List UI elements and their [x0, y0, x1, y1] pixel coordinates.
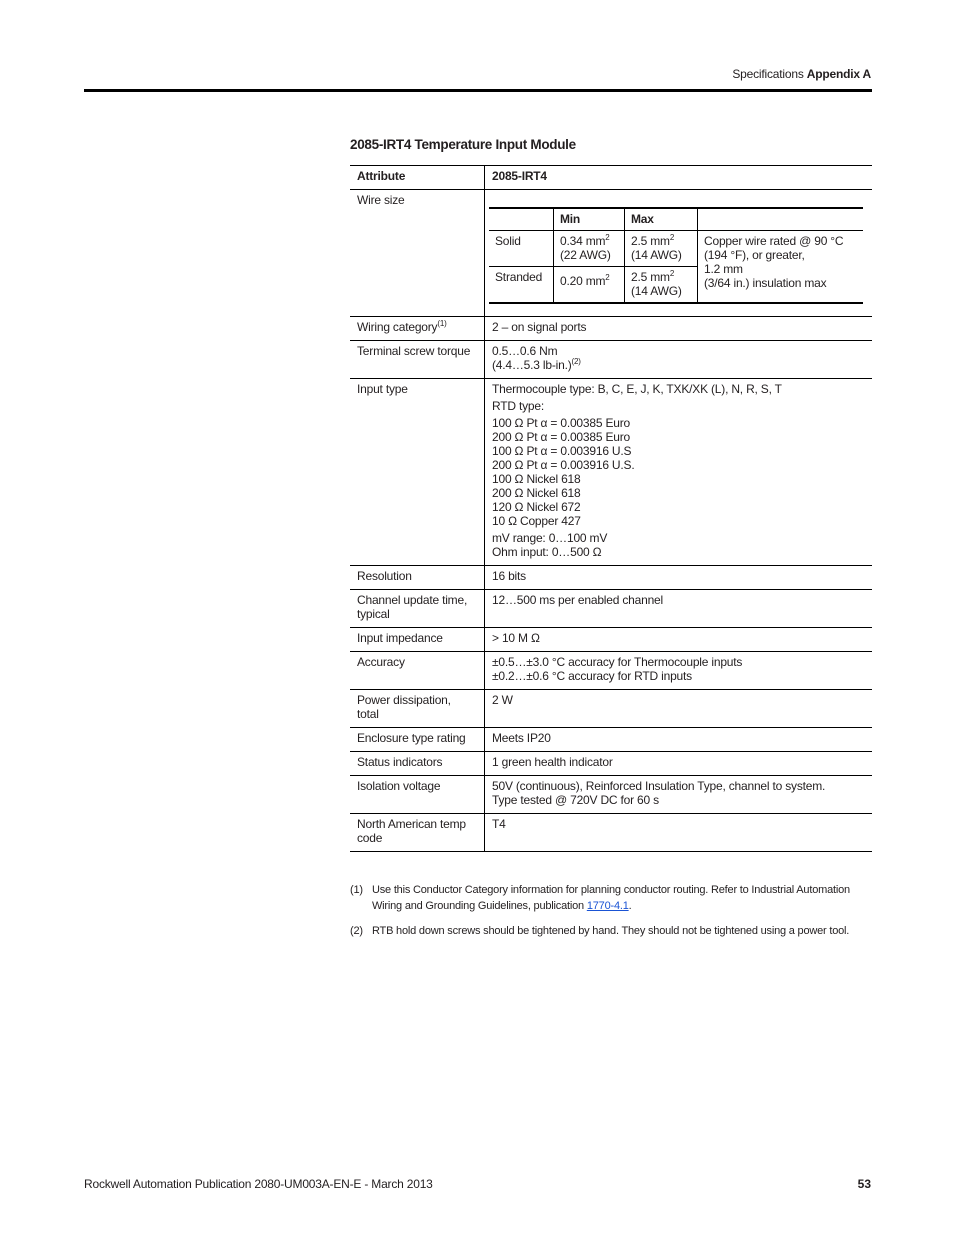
header-section: Specifications [732, 67, 804, 81]
table-header-row [350, 166, 872, 190]
row-channel-update-time: Channel update time, typical 12…500 ms per enabled channel [350, 590, 872, 628]
wire-stranded-min: 0.20 $mm^2$ [554, 267, 625, 304]
row-power-dissipation: Power dissipation, total 2 W [350, 690, 872, 728]
footer-publication: Rockwell Automation Publication 2080-UM003A-EN-E - March 2013 [84, 1177, 433, 1191]
terminal-screw-torque-label: Terminal screw torque [350, 341, 485, 379]
header-appendix: Appendix A [806, 67, 871, 81]
header-rule [84, 89, 872, 92]
input-type-label: Input type [350, 379, 485, 566]
row-enclosure-type-rating: Enclosure type rating Meets IP20 [350, 728, 872, 752]
row-wire-size [350, 190, 872, 317]
wire-header-row [489, 208, 863, 231]
row-terminal-screw-torque [350, 341, 872, 379]
col-header-attribute: Attribute [350, 166, 485, 190]
input-type-value: Thermocouple type: B, C, E, J, K, TXK/XK (L), N, R, S, T RTD type: 100 Ω Pt α = 0.00385 Euro 200 Ω Pt α = 0.00385 Euro 100 Ω Pt α = 0.003916 U.S 200 Ω Pt α = 0.003916 U.S. 100 Ω Nickel 618 200 Ω Nickel 618 120 Ω Nickel 672 10 Ω Copper 427 mV range: 0…100 mV Ohm input: 0…500 Ω [485, 379, 873, 566]
wire-size-label: Wire size [350, 190, 485, 317]
wire-solid-label: Solid [489, 231, 554, 267]
wire-stranded-max: 2.5 $mm^2$ (14 AWG) [625, 267, 698, 304]
table-title: 2085-IRT4 Temperature Input Module [350, 137, 576, 152]
running-header [732, 67, 871, 81]
row-accuracy: Accuracy ±0.5…±3.0 °C accuracy for Thermocouple inputs ±0.2…±0.6 °C accuracy for RTD inputs [350, 652, 872, 690]
row-isolation-voltage: Isolation voltage 50V (continuous), Reinforced Insulation Type, channel to system. Type tested @ 720V DC for 60 s [350, 776, 872, 814]
footnote-ref-2[interactable]: (2) [571, 357, 581, 366]
wire-stranded-label: Stranded [489, 267, 554, 304]
wire-solid-max: 2.5 $mm^2$ (14 AWG) [625, 231, 698, 267]
footnote-1: (1) Use this Conductor Category information for planning conductor routing. Refer to Industrial Automation Wiring and Grounding Guidelines, publication 1770-4.1. [350, 884, 850, 912]
row-resolution: Resolution 16 bits [350, 566, 872, 590]
wire-header-min: Min [554, 208, 625, 231]
footnote-ref-1[interactable]: (1) [437, 319, 447, 328]
spec-table [350, 165, 872, 852]
publication-link[interactable]: 1770-4.1 [586, 900, 629, 912]
wiring-category-label: Wiring category$^{(1)}$ [350, 317, 485, 341]
rtd-type-list: 100 Ω Pt α = 0.00385 Euro 200 Ω Pt α = 0.00385 Euro 100 Ω Pt α = 0.003916 U.S 200 Ω Pt α = 0.003916 U.S. 100 Ω Nickel 618 200 Ω Nickel 618 120 Ω Nickel 672 10 Ω Copper 427 [492, 416, 635, 528]
page-number: 53 [857, 1177, 871, 1191]
col-header-model: 2085-IRT4 [492, 169, 547, 183]
wire-solid-min: 0.34 $mm^2$ (22 AWG) [554, 231, 625, 267]
row-temp-code: North American temp code T4 [350, 814, 872, 852]
terminal-screw-torque-value: 0.5…0.6 Nm (4.4…5.3 lb-in.)$^{(2)}$ [492, 344, 581, 372]
wiring-category-value: 2 – on signal ports [492, 320, 587, 334]
wire-header-max: Max [625, 208, 698, 231]
row-input-type [350, 379, 872, 566]
wire-note: Copper wire rated @ 90 °C (194 °F), or greater, 1.2 mm (3/64 in.) insulation max [698, 231, 864, 304]
wire-row-solid [489, 231, 863, 267]
row-status-indicators: Status indicators 1 green health indicator [350, 752, 872, 776]
wire-size-subtable [489, 207, 863, 304]
footnote-2: (2) RTB hold down screws should be tightened by hand. They should not be tightened using a power tool. [350, 925, 850, 937]
row-wiring-category [350, 317, 872, 341]
row-input-impedance: Input impedance > 10 M Ω [350, 628, 872, 652]
